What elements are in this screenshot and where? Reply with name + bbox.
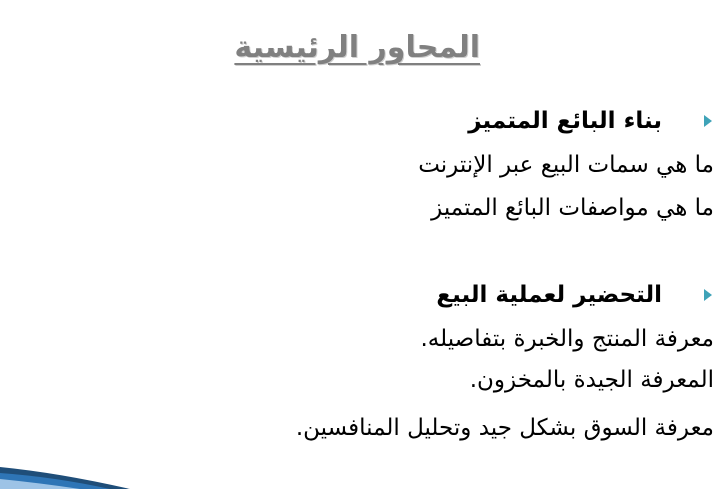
section-heading-text: التحضير لعملية البيع — [436, 282, 662, 308]
bullet-arrow-icon — [704, 115, 712, 127]
section-1-line-2: ما هي مواصفات البائع المتميز — [431, 195, 714, 221]
corner-swoosh-decoration — [0, 459, 130, 489]
slide-title: المحاور الرئيسية — [234, 30, 480, 65]
section-heading-text: بناء البائع المتميز — [468, 108, 662, 134]
bullet-arrow-icon — [704, 289, 712, 301]
section-heading-2 — [436, 282, 712, 308]
section-2-line-2: المعرفة الجيدة بالمخزون. — [469, 367, 714, 393]
section-heading-1 — [468, 108, 712, 134]
section-2-line-3: معرفة السوق بشكل جيد وتحليل المنافسين. — [295, 415, 714, 441]
section-2-line-1: معرفة المنتج والخبرة بتفاصيله. — [420, 326, 714, 352]
section-1-line-1: ما هي سمات البيع عبر الإنترنت — [418, 152, 714, 178]
